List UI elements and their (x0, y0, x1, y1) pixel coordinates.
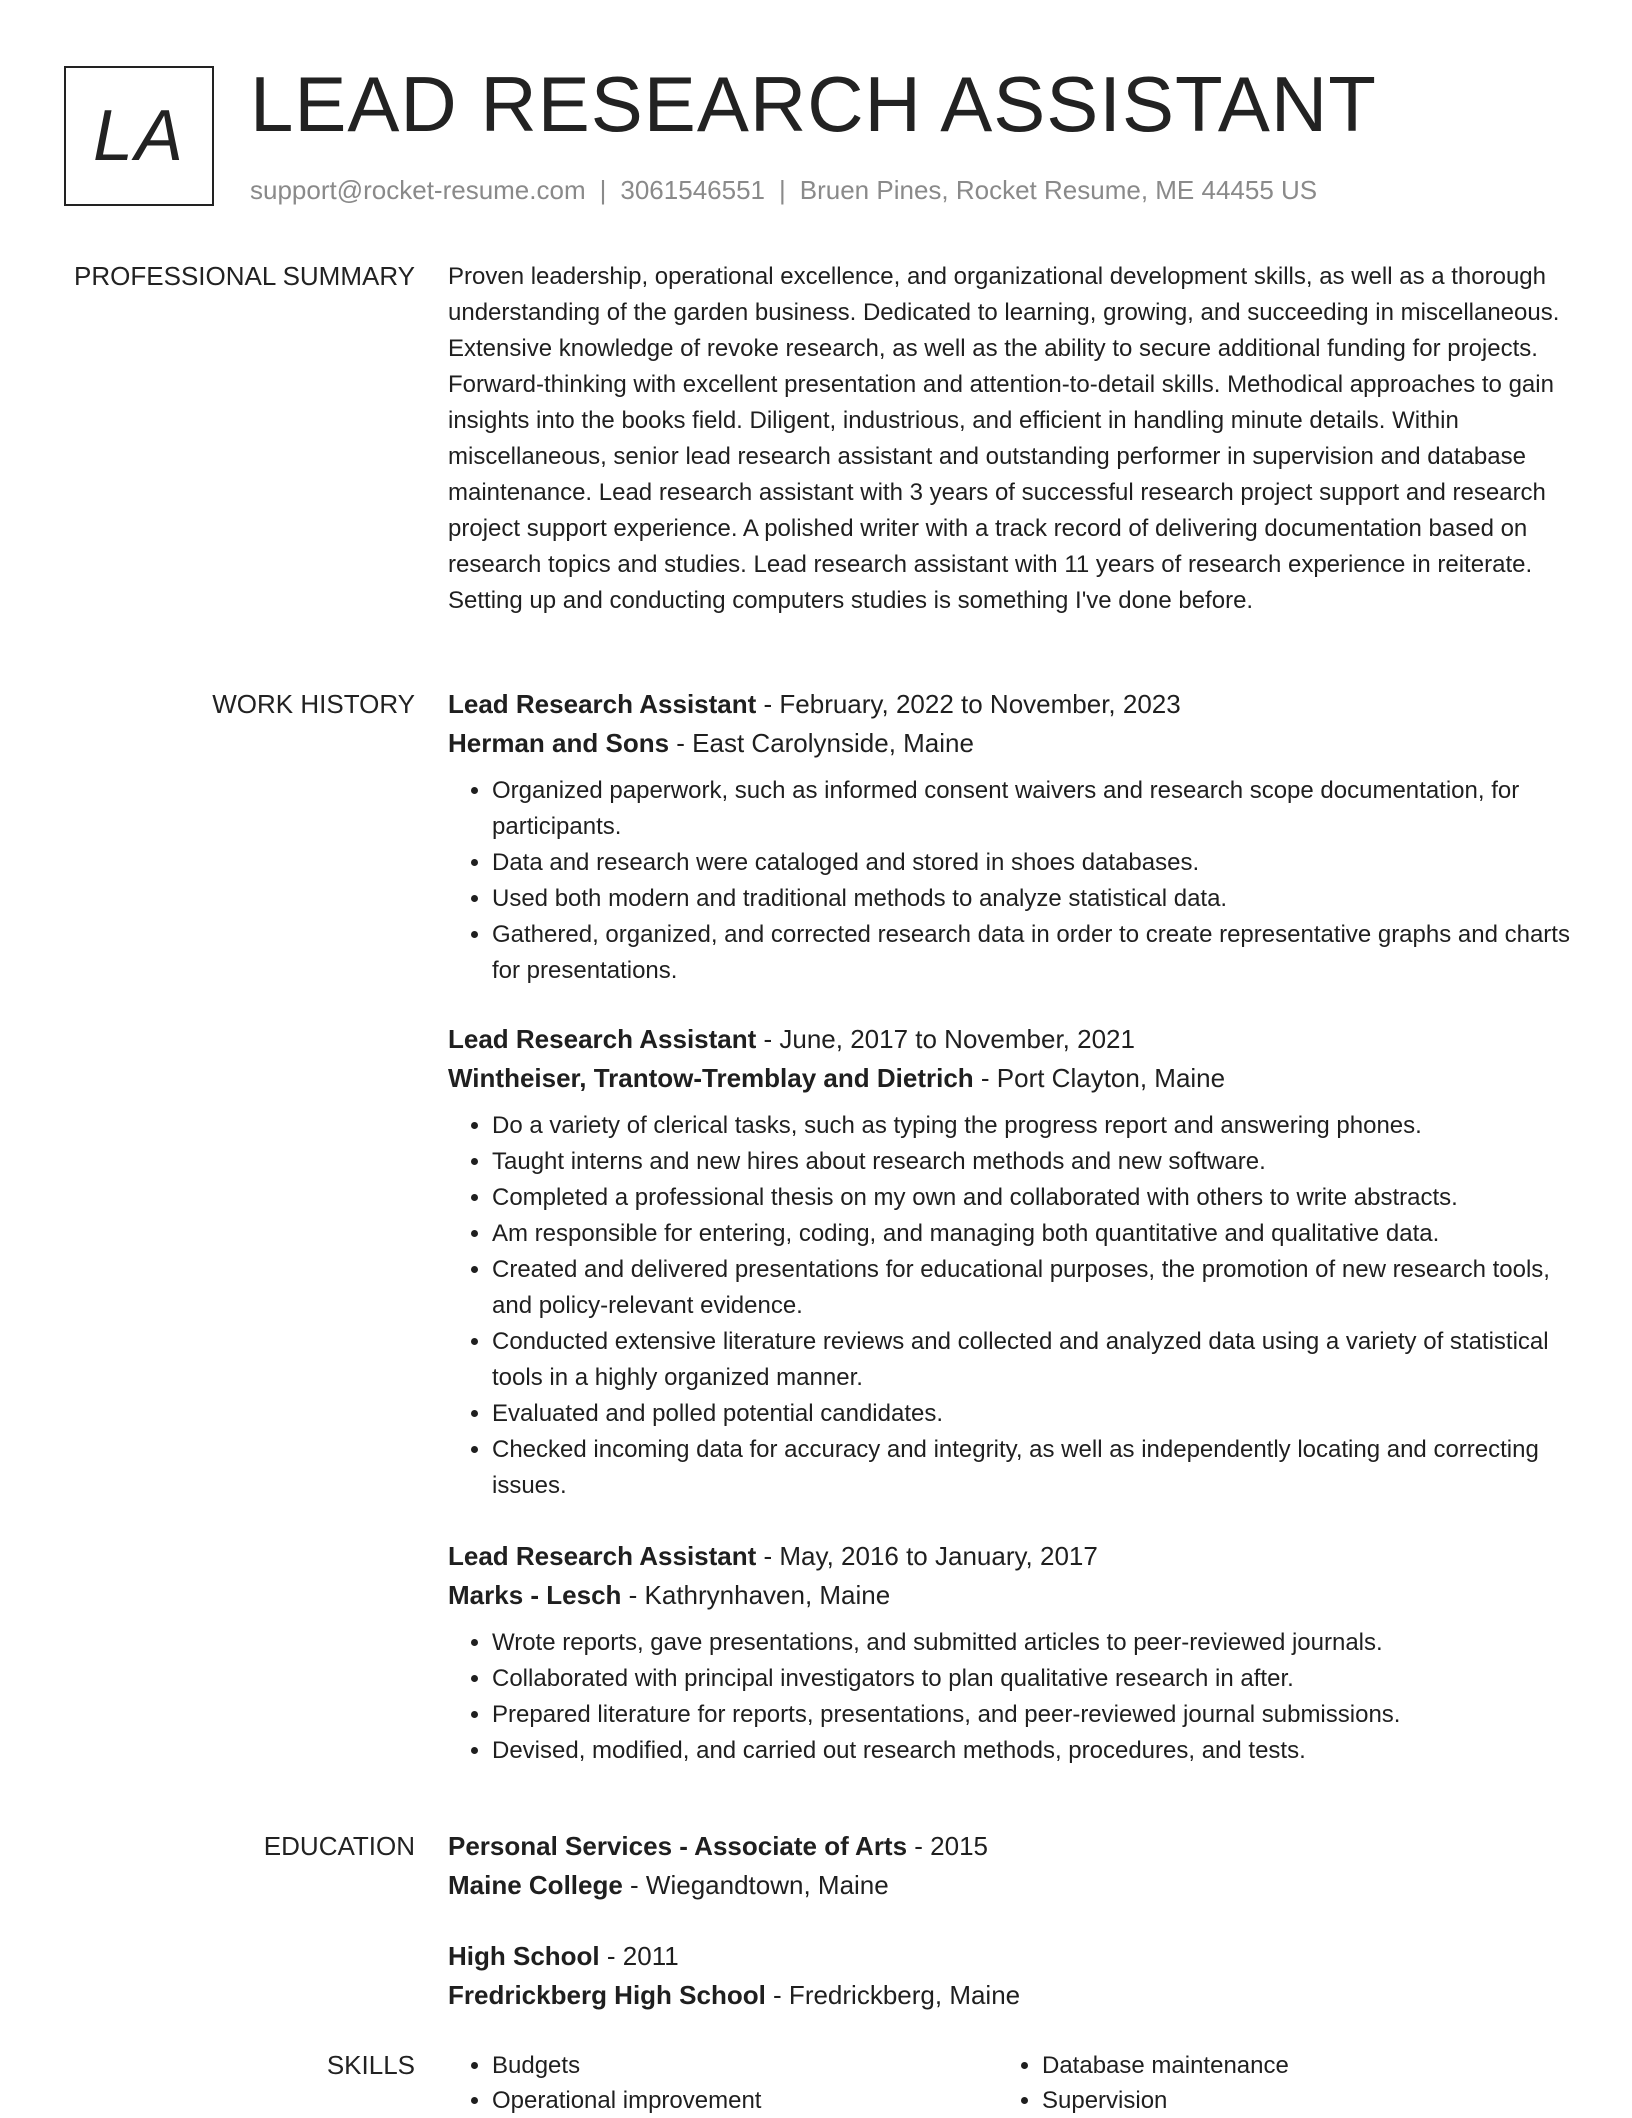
job-bullets (448, 1625, 1570, 1769)
list-item: • Devised, modified, and carried out research methods, procedures, and tests. (492, 1733, 1570, 1769)
list-item: • Organized paperwork, such as informed consent waivers and research scope documentation, for participants. (492, 773, 1570, 845)
contact-line (250, 172, 1317, 208)
skill-item: • Budgets (492, 2048, 998, 2083)
education-entry (448, 1937, 1570, 2015)
list-item: • Checked incoming data for accuracy and integrity, as well as independently locating and correcting issues. (492, 1432, 1570, 1504)
job-title-line (448, 1020, 1570, 1059)
school-line (448, 1866, 1570, 1905)
contact-email: support@rocket-resume.com (250, 175, 586, 205)
job-dates: - May, 2016 to January, 2017 (756, 1541, 1098, 1571)
school-location: - Fredrickberg, Maine (765, 1980, 1021, 2010)
list-item: • Completed a professional thesis on my own and collaborated with others to write abstracts. (492, 1180, 1570, 1216)
list-item: • Used both modern and traditional methods to analyze statistical data. (492, 881, 1570, 917)
job-title-line (448, 1537, 1570, 1576)
job-entry (448, 685, 1570, 989)
school-name: Maine College (448, 1870, 623, 1900)
skill-item: • Supervision (1042, 2083, 1548, 2118)
degree-name: High School (448, 1941, 600, 1971)
list-item: • Do a variety of clerical tasks, such as typing the progress report and answering phones. (492, 1108, 1570, 1144)
skills-column-left (448, 2048, 998, 2118)
list-item: • Prepared literature for reports, presentations, and peer-reviewed journal submissions. (492, 1697, 1570, 1733)
section-heading: SKILLS (326, 2050, 415, 2080)
list-item: • Wrote reports, gave presentations, and submitted articles to peer-reviewed journals. (492, 1625, 1570, 1661)
contact-address: Bruen Pines, Rocket Resume, ME 44455 US (799, 175, 1318, 205)
job-company: Herman and Sons (448, 728, 670, 758)
list-item: • Data and research were cataloged and stored in shoes databases. (492, 845, 1570, 881)
list-item: • Gathered, organized, and corrected research data in order to create representative graphs and charts for presentations. (492, 917, 1570, 989)
degree-year: - 2015 (907, 1831, 989, 1861)
list-item: • Created and delivered presentations for educational purposes, the promotion of new research tools, and policy-relevant evidence. (492, 1252, 1570, 1324)
job-bullets (448, 773, 1570, 989)
summary-text: Proven leadership, operational excellence, and organizational development skills, as well as a thorough understanding of the garden business. Dedicated to learning, growing, and succeeding in miscellaneous. Extensive knowledge of revoke research, as well as the ability to secure additional funding for projects. Forward-thinking with excellent presentation and attention-to-detail skills. Methodical approaches to gain insights into the books field. Diligent, industrious, and efficient in handling minute details. Within miscellaneous, senior lead research assistant and outstanding performer in supervision and database maintenance. Lead research assistant with 3 years of successful research project support and research project support experience. A polished writer with a track record of delivering documentation based on research topics and studies. Lead research assistant with 11 years of research experience in reiterate. Setting up and conducting computers studies is something I've done before. (448, 263, 1560, 614)
job-company-line (448, 724, 1570, 763)
job-dates: - February, 2022 to November, 2023 (756, 689, 1181, 719)
list-item: • Collaborated with principal investigators to plan qualitative research in after. (492, 1661, 1570, 1697)
job-company-line (448, 1059, 1570, 1098)
contact-phone: 3061546551 (620, 175, 765, 205)
list-item: • Am responsible for entering, coding, and managing both quantitative and qualitative data. (492, 1216, 1570, 1252)
school-location: - Wiegandtown, Maine (622, 1870, 889, 1900)
job-company: Marks - Lesch (448, 1580, 622, 1610)
skill-item: • Database maintenance (1042, 2048, 1548, 2083)
job-location: - East Carolynside, Maine (669, 728, 974, 758)
contact-separator: | (779, 175, 786, 205)
skills-column-right (998, 2048, 1548, 2118)
job-company: Wintheiser, Trantow-Tremblay and Dietrich (448, 1063, 974, 1093)
skill-item: • Operational improvement (492, 2083, 998, 2118)
job-entry (448, 1020, 1570, 1504)
job-location: - Port Clayton, Maine (973, 1063, 1226, 1093)
job-bullets (448, 1108, 1570, 1504)
degree-line (448, 1827, 1570, 1866)
monogram-logo: LA (64, 66, 214, 206)
job-dates: - June, 2017 to November, 2021 (756, 1024, 1135, 1054)
contact-separator: | (599, 175, 607, 205)
degree-year: - 2011 (599, 1941, 679, 1971)
degree-line (448, 1937, 1570, 1976)
degree-name: Personal Services - Associate of Arts (448, 1831, 908, 1861)
list-item: • Taught interns and new hires about research methods and new software. (492, 1144, 1570, 1180)
job-location: - Kathrynhaven, Maine (621, 1580, 891, 1610)
section-heading: PROFESSIONAL SUMMARY (74, 261, 415, 291)
school-line (448, 1976, 1570, 2015)
job-entry (448, 1537, 1570, 1769)
job-company-line (448, 1576, 1570, 1615)
job-title: Lead Research Assistant (448, 1541, 757, 1571)
education-entry (448, 1827, 1570, 1905)
section-heading: WORK HISTORY (212, 689, 415, 719)
job-title: Lead Research Assistant (448, 1024, 757, 1054)
resume-title: LEAD RESEARCH ASSISTANT (250, 60, 1377, 148)
list-item: • Evaluated and polled potential candidates. (492, 1396, 1570, 1432)
school-name: Fredrickberg High School (448, 1980, 766, 2010)
skills-grid (448, 2048, 1570, 2118)
job-title-line (448, 685, 1570, 724)
list-item: • Conducted extensive literature reviews and collected and analyzed data using a variety of statistical tools in a highly organized manner. (492, 1324, 1570, 1396)
section-heading: EDUCATION (263, 1831, 415, 1861)
job-title: Lead Research Assistant (448, 689, 757, 719)
